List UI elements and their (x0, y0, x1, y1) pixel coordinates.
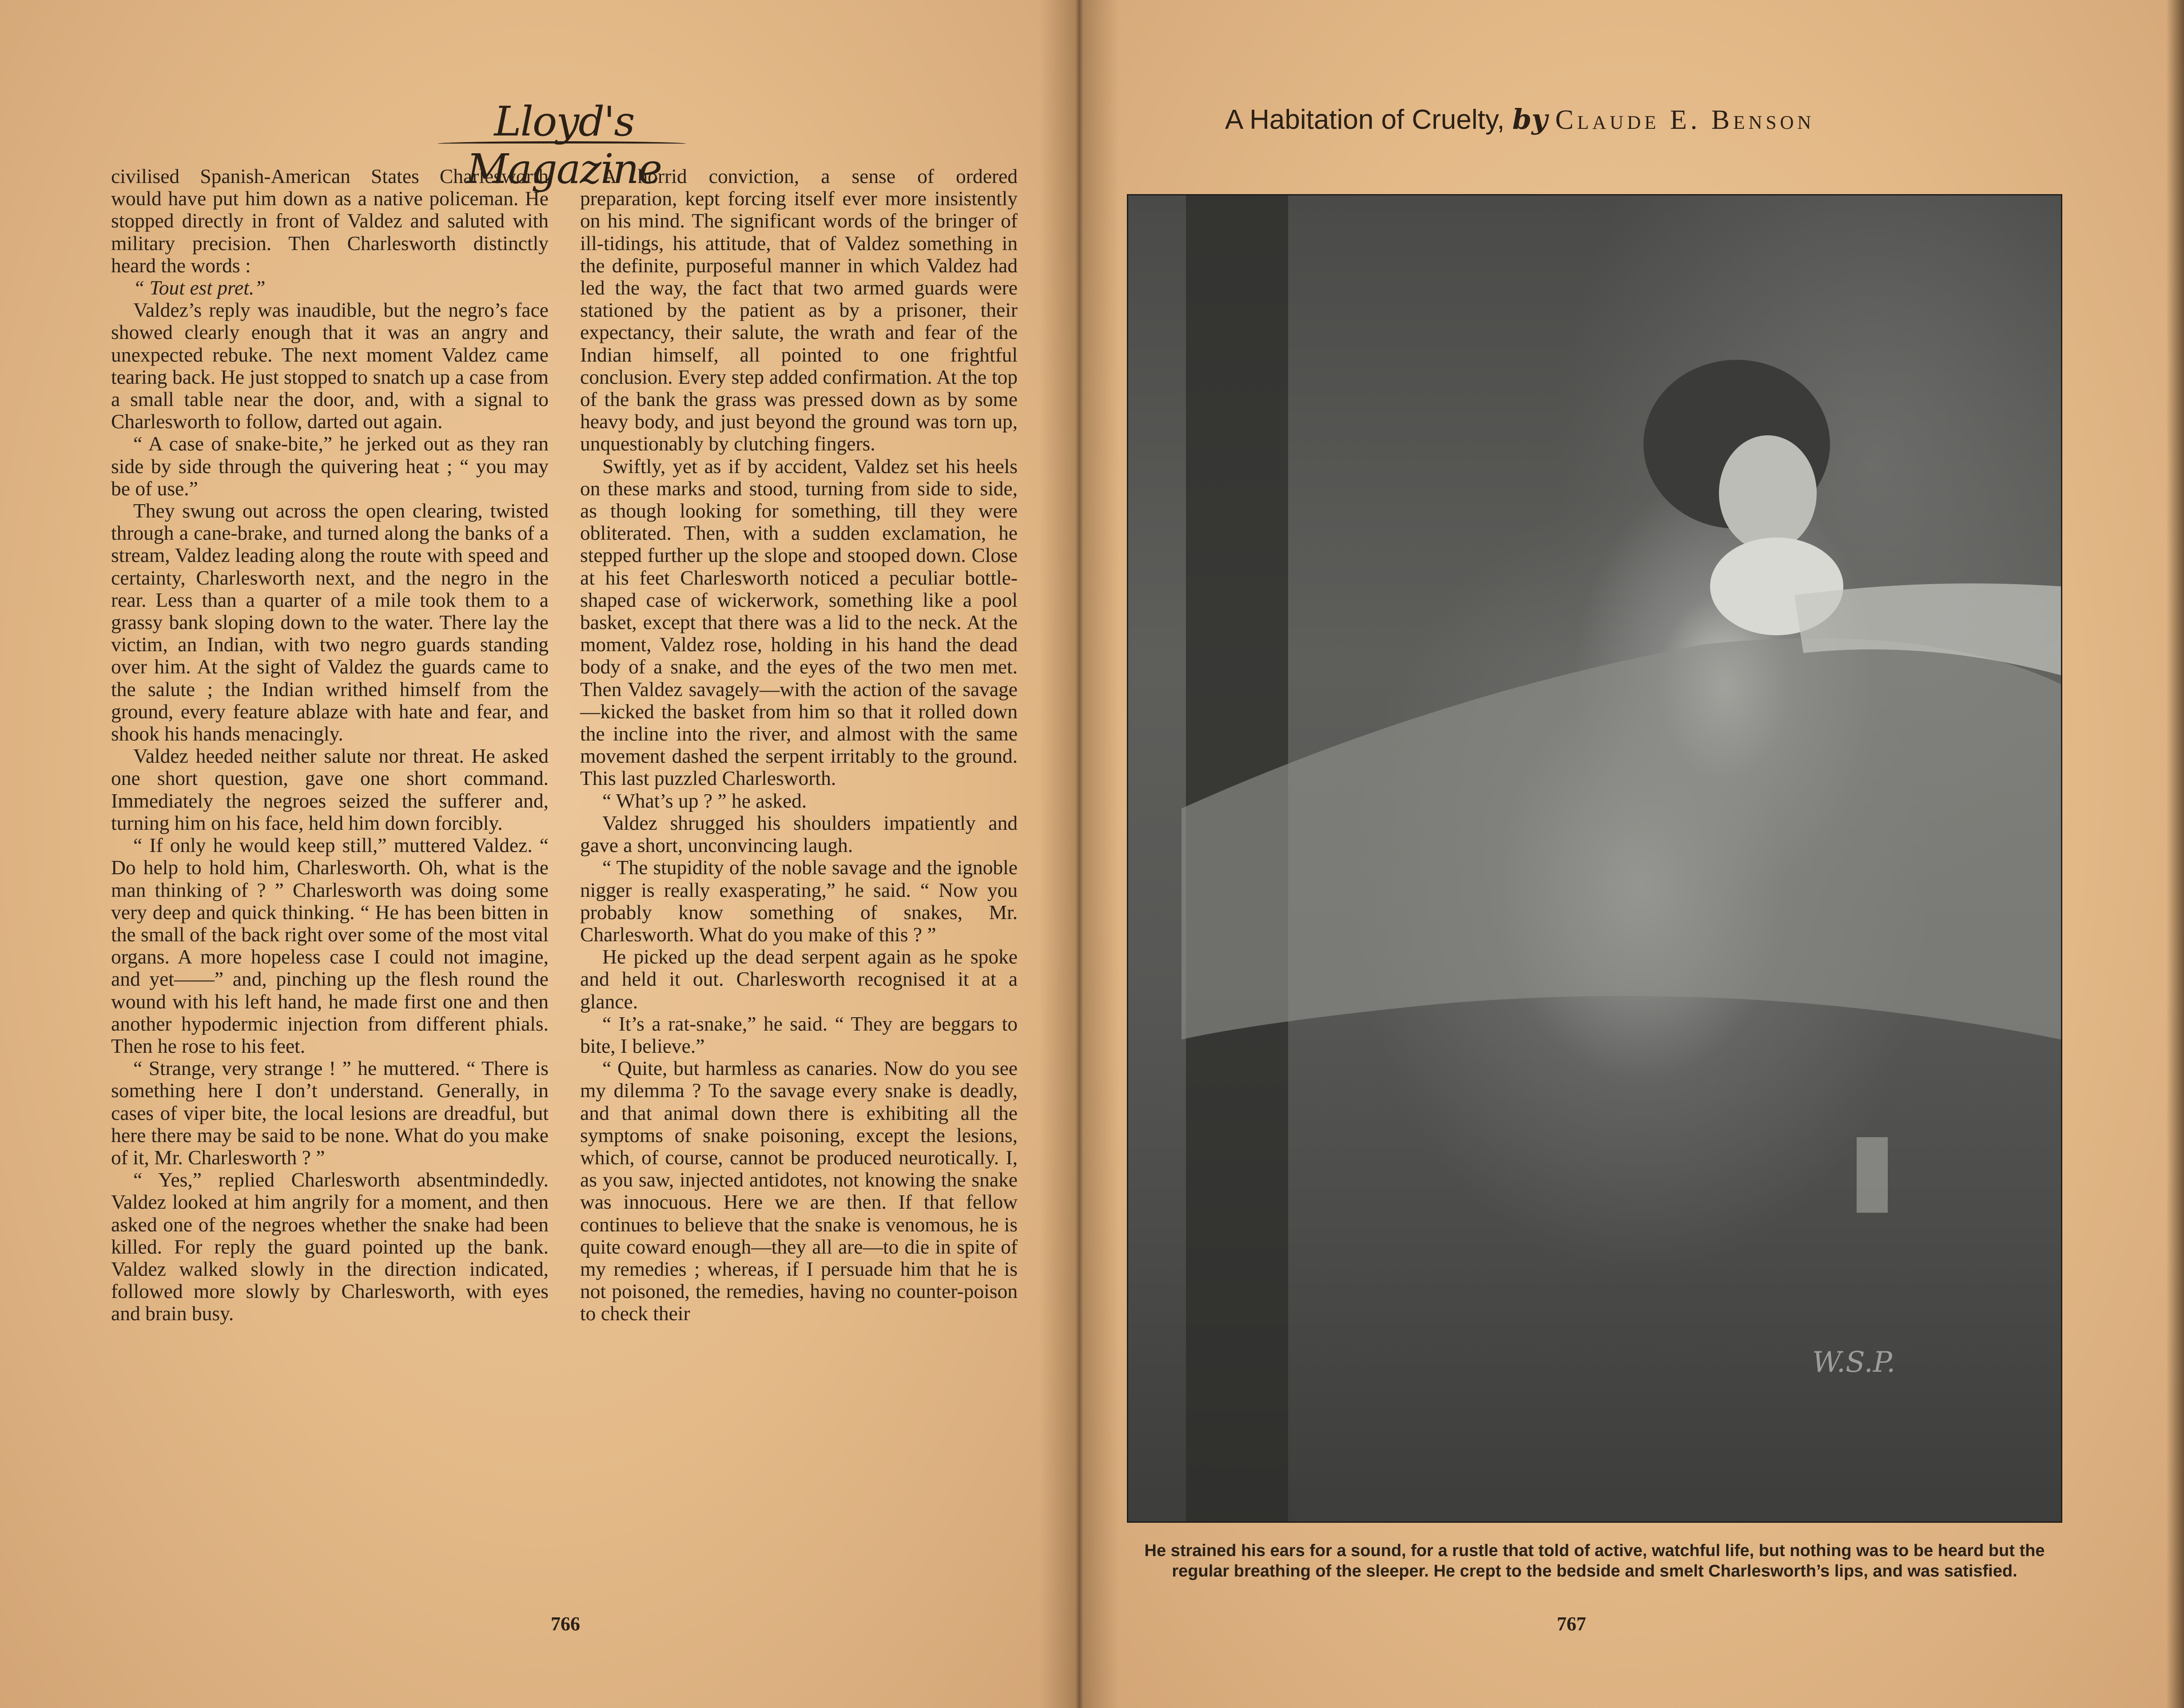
glass-on-table (1857, 1137, 1888, 1213)
paragraph: A horrid conviction, a sense of ordered preparation, kept forcing itself ever more insistently on his mind. The significant words of the bringer of ill-tidings, his attitude, that of Valdez something in the definite, purposeful manner in which Valdez had led the way, the fact that two armed guards were stationed by the patient as by a prisoner, their expectancy, their salute, the wrath and fear of the Indian himself, all pointed to one frightful conclusion. Every step added confirmation. At the top of the bank the grass was pressed down as by some heavy body, and just beyond the ground was torn up, unquestionably by clutching fingers. (580, 165, 1018, 455)
running-head (1225, 103, 2007, 143)
paragraph: “ Strange, very strange ! ” he muttered. “ There is something here I don’t understand. Generally, in cases of viper bite, the local lesions are dreadful, but here there may be said to be none. What do you make of it, Mr. Charlesworth ? ” (111, 1057, 549, 1169)
left-page (0, 0, 1078, 1708)
paragraph: “ If only he would keep still,” muttered Valdez. “ Do help to hold him, Charlesworth. Oh, what is the man thinking of ? ” Charlesworth was doing some very deep and quick thinking. “ He has been bitten in the small of the back right over some of the most vital organs. A more hopeless case I could not imagine, and yet——” and, pinching up the flesh round the wound with his left hand, he made first one and then another hypodermic injection from different phials. Then he rose to his feet. (111, 834, 549, 1057)
paragraph: civilised Spanish-American States Charlesworth would have put him down as a native policeman. He stopped directly in front of Valdez and saluted with military precision. Then Charlesworth distinctly heard the words : (111, 165, 549, 277)
illustration-artwork (1128, 195, 2061, 1521)
page-edge-shadow (2166, 0, 2184, 1708)
paragraph: “ Quite, but harmless as canaries. Now do you see my dilemma ? To the savage every snake is deadly, and that animal down there is exhibiting all the symptoms of snake poisoning, except the lesions, which, of course, cannot be produced neurotically. I, as you saw, injected antidotes, not knowing the snake was innocuous. Here we are then. If that fellow continues to believe that the snake is venomous, he is quite coward enough—they all are—to die in spite of my remedies ; whereas, if I persuade him that he is not poisoned, the remedies, having no counter-poison to check their (580, 1057, 1018, 1325)
column-right (580, 165, 1018, 1325)
paragraph: Swiftly, yet as if by accident, Valdez set his heels on these marks and stood, turning from side to side, as though looking for something, till they were obliterated. Then, with a sudden exclamation, he stepped further up the slope and stooped down. Close at his feet Charlesworth noticed a peculiar bottle-shaped case of wickerwork, something like a pool basket, except that there was a lid to the neck. At the moment, Valdez rose, holding in his hand the dead body of a snake, and the eyes of the two men met. Then Valdez savagely—with the action of the savage—kicked the basket from him so that it rolled down the incline into the river, and almost with the same movement dashed the serpent irritably to the ground. This last puzzled Charlesworth. (580, 454, 1018, 790)
paragraph: “ It’s a rat-snake,” he said. “ They are beggars to bite, I believe.” (580, 1012, 1018, 1057)
paragraph: “ The stupidity of the noble savage and the ignoble nigger is really exasperating,” he said. “ Now you probably know something of snakes, Mr. Charlesworth. What do you make of this ? ” (580, 856, 1018, 946)
artist-signature: W.S.P. (1812, 1346, 1896, 1379)
paragraph: “ What’s up ? ” he asked. (602, 789, 807, 812)
bed-blanket (1182, 638, 2061, 1039)
author-name: Claude E. Benson (1555, 105, 1815, 135)
column-left (111, 165, 549, 1325)
story-title: A Habitation of Cruelty, (1225, 104, 1505, 135)
paragraph: “ A case of snake-bite,” he jerked out as they ran side by side through the quivering heat ; “ you may be of use.” (111, 432, 549, 500)
byline-by: by (1512, 103, 1548, 135)
paragraph: Valdez heeded neither salute nor threat. He asked one short question, gave one short command. Immediately the negroes seized the sufferer and, turning him on his face, held him down forcibly. (111, 745, 549, 834)
figure-face (1719, 435, 1817, 551)
masthead-underline (438, 141, 686, 146)
paragraph: They swung out across the open clearing, twisted through a cane-brake, and turned along the banks of a stream, Valdez leading along the route with speed and certainty, Charlesworth next, and the negro in the rear. Less than a quarter of a mile took them to a grassy bank sloping down to the water. There lay the victim, an Indian, with two negro guards standing over him. At the sight of Valdez the guards came to the salute ; the Indian writhed himself from the ground, every feature ablaze with hate and fear, and shook his hands menacingly. (111, 499, 549, 745)
story-illustration (1128, 195, 2061, 1521)
paragraph: “ Tout est pret.” (133, 276, 266, 299)
page-number-right: 767 (1557, 1613, 1586, 1635)
paragraph: “ Yes,” replied Charlesworth absentmindedly. Valdez looked at him angrily for a moment, and then asked one of the negroes whether the snake had been killed. For reply the guard pointed up the bank. Valdez walked slowly in the direction indicated, followed more slowly by Charlesworth, with eyes and brain busy. (111, 1168, 549, 1325)
paragraph: Valdez’s reply was inaudible, but the negro’s face showed clearly enough that it was an angry and unexpected rebuke. The next moment Valdez came tearing back. He just stopped to snatch up a case from a small table near the door, and, with a signal to Charlesworth to follow, darted out again. (111, 299, 549, 433)
book-gutter (1039, 0, 1119, 1708)
illustration-caption: He strained his ears for a sound, for a rustle that told of active, watchful life, but nothing was to be heard but the regular breathing of the sleeper. He crept to the bedside and smelt Charlesworth’s lips, and was satisfied. (1144, 1541, 2045, 1581)
paragraph: Valdez shrugged his shoulders impatiently and gave a short, unconvincing laugh. (580, 811, 1018, 857)
magazine-masthead: Lloyd's Magazine (466, 98, 662, 193)
paragraph: He picked up the dead serpent again as he spoke and held it out. Charlesworth recognised it at a glance. (580, 945, 1018, 1013)
page-number-left: 766 (551, 1613, 580, 1635)
